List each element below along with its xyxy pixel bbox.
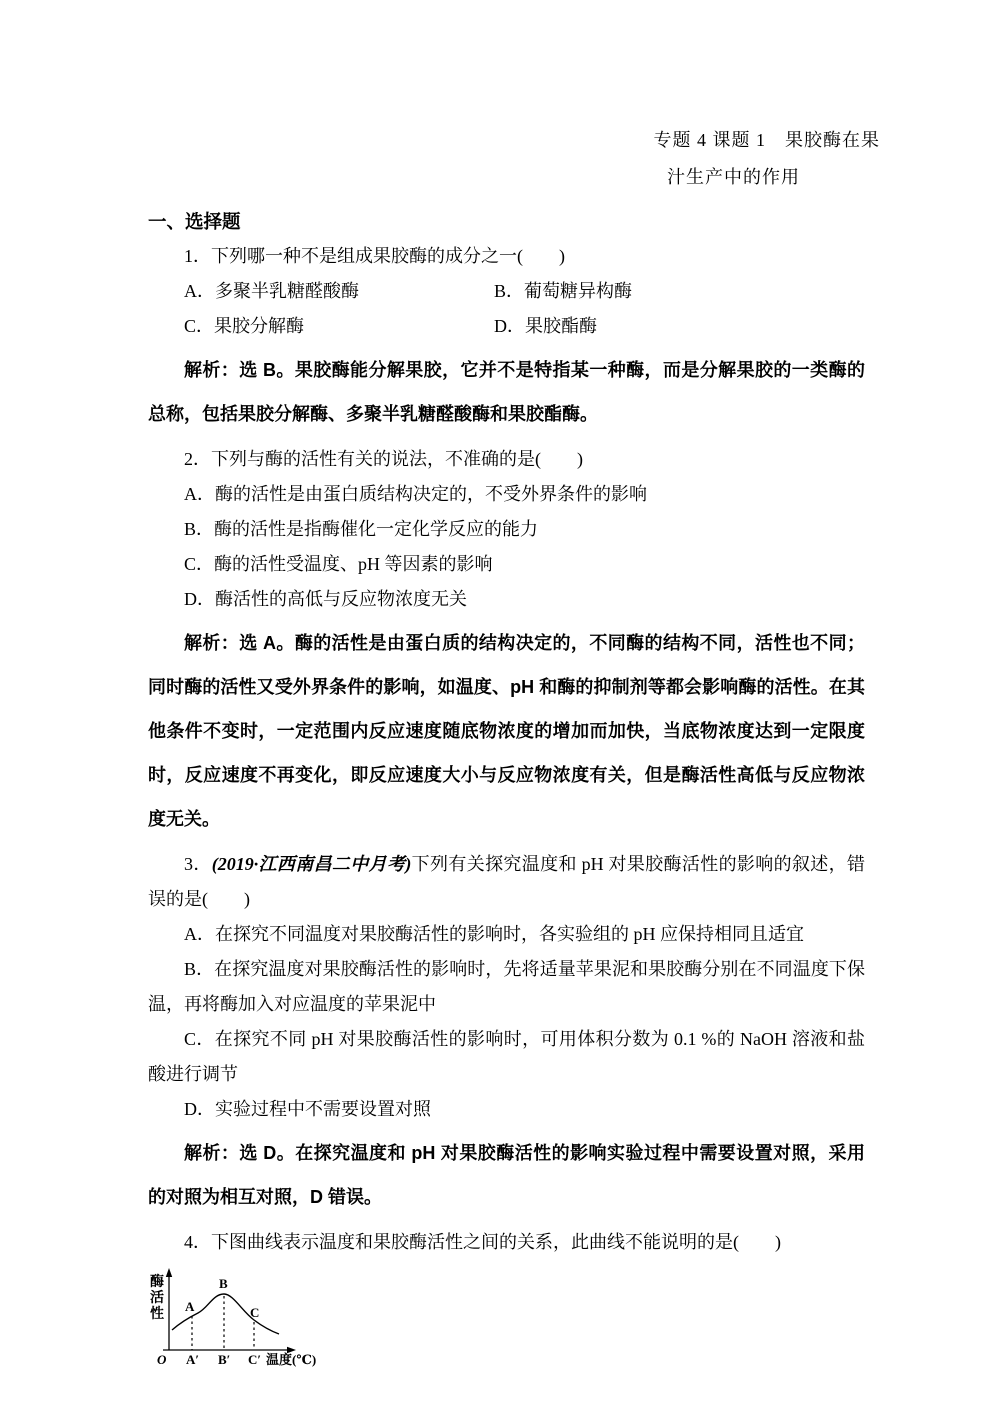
q3-option-d: D．实验过程中不需要设置对照 <box>184 1099 431 1119</box>
page-title-line1: 专题 4 课题 1 果胶酶在果 <box>653 130 880 150</box>
q3-stem-text: 下列有关探究温度和 pH 对果胶酶活性的影响的叙述，错误的是( ) <box>148 854 866 909</box>
q1-option-c: C．果胶分解酶 <box>184 316 305 336</box>
question-4-stem: 4．下图曲线表示温度和果胶酶活性之间的关系，此曲线不能说明的是( ) <box>184 1232 781 1252</box>
x-tick-label-b: B′ <box>218 1352 231 1367</box>
question-1-stem: 1．下列哪一种不是组成果胶酶的成分之一( ) <box>184 246 565 266</box>
y-axis-arrow-icon <box>166 1268 172 1277</box>
question-2-stem: 2．下列与酶的活性有关的说法，不准确的是( ) <box>184 449 583 469</box>
y-axis-label-char-3: 性 <box>150 1307 164 1322</box>
q3-stem-number: 3． <box>184 854 212 874</box>
activity-temperature-chart <box>142 1266 337 1386</box>
page-title-line2: 汁生产中的作用 <box>667 167 800 187</box>
q1-option-a: A．多聚半乳糖醛酸酶 <box>184 281 359 301</box>
y-axis-label-char-1: 酶 <box>150 1275 164 1290</box>
question-3-analysis: 解析：选 D。在探究温度和 pH 对果胶酶活性的影响实验过程中需要设置对照，采用的对照为相互对照，D 错误。 <box>148 1143 865 1207</box>
x-tick-label-c: C′ <box>248 1352 262 1367</box>
q1-option-b: B．葡萄糖异构酶 <box>494 281 633 301</box>
x-axis-label: 温度(℃) <box>266 1352 317 1367</box>
question-1-analysis: 解析：选 B。果胶酶能分解果胶，它并不是特指某一种酶，而是分解果胶的一类酶的总称，包括果胶分解酶、多聚半乳糖醛酸酶和果胶酯酶。 <box>148 360 865 424</box>
question-1-options-row-1 <box>148 274 865 309</box>
question-2-analysis: 解析：选 A。酶的活性是由蛋白质的结构决定的，不同酶的结构不同，活性也不同；同时酶的活性又受外界条件的影响，如温度、pH 和酶的抑制剂等都会影响酶的活性。在其他条件不变时，一定范围内反应速度随底物浓度的增加而加快，当底物浓度达到一定限度时，反应速度不再变化，即反应速度大小与反应物浓度有关，但是酶活性高低与反应物浓度无关。 <box>148 633 865 829</box>
q2-option-a: A．酶的活性是由蛋白质结构决定的，不受外界条件的影响 <box>184 484 647 504</box>
origin-label: O <box>157 1352 167 1367</box>
question-3-stem <box>148 847 865 917</box>
y-axis-label-char-2: 活 <box>150 1291 164 1306</box>
q2-option-c: C．酶的活性受温度、pH 等因素的影响 <box>184 554 493 574</box>
q2-option-d: D．酶活性的高低与反应物浓度无关 <box>184 589 467 609</box>
section-heading: 一、选择题 <box>148 211 241 232</box>
curve-point-label-a: A <box>185 1299 195 1314</box>
q3-option-b: B．在探究温度对果胶酶活性的影响时，先将适量苹果泥和果胶酶分别在不同温度下保温，再将酶加入对应温度的苹果泥中 <box>148 959 865 1014</box>
x-tick-label-a: A′ <box>186 1352 200 1367</box>
q3-stem-source: (2019·江西南昌二中月考) <box>211 854 412 874</box>
curve-point-label-c: C <box>250 1305 260 1320</box>
q3-option-a: A．在探究不同温度对果胶酶活性的影响时，各实验组的 pH 应保持相同且适宜 <box>184 924 804 944</box>
question-1-options-row-2 <box>148 309 865 344</box>
q2-option-b: B．酶的活性是指酶催化一定化学反应的能力 <box>184 519 539 539</box>
curve-point-label-b: B <box>219 1276 228 1291</box>
q1-option-d: D．果胶酯酶 <box>494 316 597 336</box>
q3-option-c: C．在探究不同 pH 对果胶酶活性的影响时，可用体积分数为 0.1 %的 NaOH 溶液和盐酸进行调节 <box>148 1029 865 1084</box>
